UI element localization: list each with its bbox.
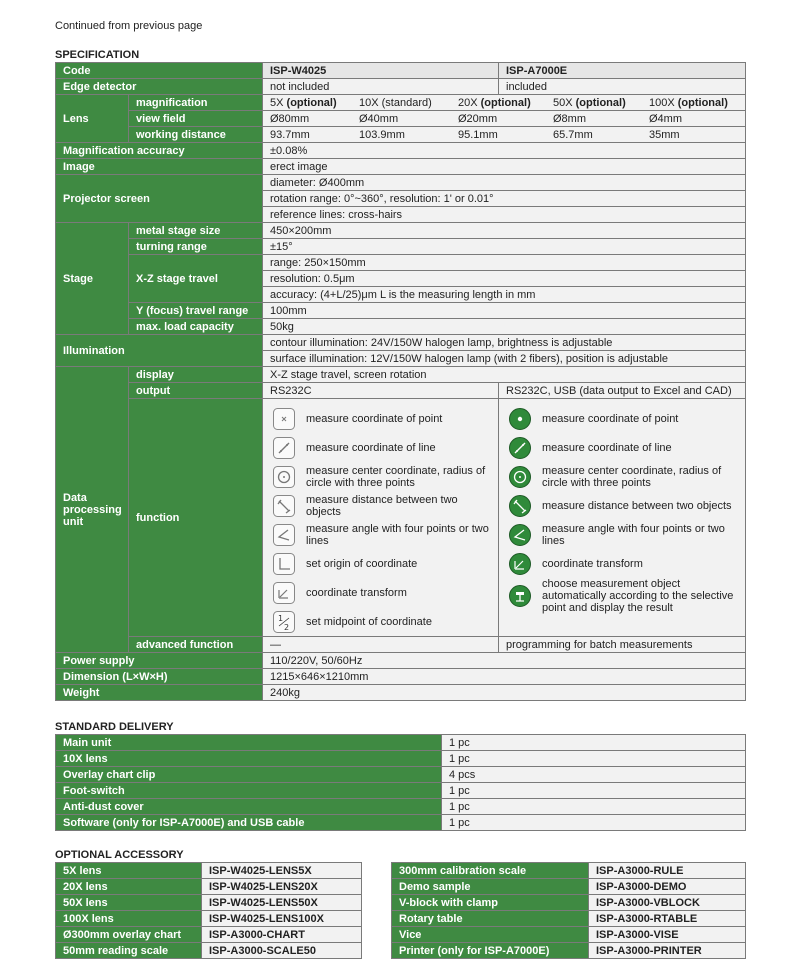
contour-illumination: contour illumination: 24V/150W halogen lamp, brightness is adjustable: [263, 335, 746, 351]
delivery-item: Foot-switch: [56, 783, 442, 799]
function-text: measure center coordinate, radius of circle with three points: [306, 464, 486, 489]
function-item: [273, 404, 492, 433]
model-b: ISP-A7000E: [499, 63, 746, 79]
magnification-note: (standard): [381, 96, 432, 109]
projector-screen-label: Projector screen: [56, 175, 263, 223]
delivery-qty: 1 pc: [442, 799, 746, 815]
delivery-row: [56, 751, 746, 767]
distance-icon: [273, 495, 295, 517]
accessory-name: Vice: [392, 927, 589, 943]
wd-row-2: 95.1mm: [458, 128, 498, 141]
accessory-name: 20X lens: [56, 879, 202, 895]
image-value: erect image: [263, 159, 746, 175]
magnification-note: (optional): [677, 96, 728, 109]
circle-icon: [273, 466, 295, 488]
image-label: Image: [56, 159, 263, 175]
line-icon: [509, 437, 531, 459]
advanced-value-a: —: [263, 637, 499, 653]
function-text: set origin of coordinate: [306, 557, 418, 570]
function-text: coordinate transform: [542, 557, 643, 570]
svg-text:1: 1: [278, 613, 284, 623]
working-distance-label: working distance: [129, 127, 263, 143]
view-row-2: Ø20mm: [458, 112, 498, 125]
function-list-b: [499, 399, 746, 637]
function-text: set midpoint of coordinate: [306, 615, 432, 628]
function-item: [509, 462, 739, 491]
accessory-row: [392, 943, 746, 959]
wd-row-4: 35mm: [649, 128, 680, 141]
point-icon: [509, 408, 531, 430]
stage-label: Stage: [56, 223, 129, 335]
point-icon: [273, 408, 295, 430]
accessory-name: 50mm reading scale: [56, 943, 202, 959]
wd-row-0: 93.7mm: [270, 128, 310, 141]
accessory-name: Printer (only for ISP-A7000E): [392, 943, 589, 959]
projector-rotation: rotation range: 0°~360°, resolution: 1' or 0.01°: [263, 191, 746, 207]
function-item: [273, 520, 492, 549]
turning-range-label: turning range: [129, 239, 263, 255]
load-capacity-label: max. load capacity: [129, 319, 263, 335]
advanced-function-label: advanced function: [129, 637, 263, 653]
magnification-value: 100X: [649, 96, 675, 109]
function-text: choose measurement object automatically according to the selective point and display the result: [542, 578, 734, 614]
mag-row-0: [270, 96, 359, 110]
function-text: measure coordinate of point: [306, 412, 443, 425]
mag-accuracy-label: Magnification accuracy: [56, 143, 263, 159]
specification-table: [55, 62, 746, 701]
midpoint-icon: [273, 611, 295, 633]
view-row-3: Ø8mm: [553, 112, 586, 125]
model-a: ISP-W4025: [263, 63, 499, 79]
y-travel-value: 100mm: [263, 303, 746, 319]
data-processing-label: Data processing unit: [56, 367, 129, 653]
function-text: measure coordinate of line: [542, 441, 672, 454]
display-label: display: [129, 367, 263, 383]
delivery-row: [56, 799, 746, 815]
optional-accessory-heading: OPTIONAL ACCESSORY: [55, 849, 184, 861]
delivery-qty: 1 pc: [442, 751, 746, 767]
magnification-note: (optional): [480, 96, 531, 109]
accessory-code: ISP-A3000-RULE: [589, 863, 746, 879]
accessory-row: [56, 879, 362, 895]
accessory-row: [392, 927, 746, 943]
function-item: [509, 520, 739, 549]
accessory-row: [56, 911, 362, 927]
accessory-code: ISP-W4025-LENS100X: [202, 911, 362, 927]
svg-text:2: 2: [284, 622, 290, 632]
delivery-row: [56, 767, 746, 783]
accessory-row: [392, 879, 746, 895]
mag-row-3: [553, 96, 649, 110]
function-item: [273, 462, 492, 491]
accessory-table-right: [391, 862, 746, 959]
code-label: Code: [56, 63, 263, 79]
accessory-row: [56, 927, 362, 943]
projector-diameter: diameter: Ø400mm: [263, 175, 746, 191]
function-text: measure coordinate of point: [542, 412, 679, 425]
standard-delivery-heading: STANDARD DELIVERY: [55, 721, 174, 733]
line-icon: [273, 437, 295, 459]
magnification-note: (optional): [286, 96, 337, 109]
magnification-value: 5X: [270, 96, 284, 109]
auto-select-icon: [509, 585, 531, 607]
magnification-value: 10X: [359, 96, 379, 109]
delivery-item: Overlay chart clip: [56, 767, 442, 783]
view-field-label: view field: [129, 111, 263, 127]
function-item: [273, 433, 492, 462]
xz-resolution: resolution: 0.5μm: [263, 271, 746, 287]
xz-accuracy: accuracy: (4+L/25)μm L is the measuring length in mm: [263, 287, 746, 303]
xz-range: range: 250×150mm: [263, 255, 746, 271]
function-text: coordinate transform: [306, 586, 407, 599]
function-item: [509, 578, 739, 614]
delivery-item: Software (only for ISP-A7000E) and USB cable: [56, 815, 442, 831]
function-text: measure angle with four points or two lines: [542, 522, 725, 547]
illumination-label: Illumination: [56, 335, 263, 367]
mag-row-1: [359, 96, 458, 110]
accessory-code: ISP-W4025-LENS50X: [202, 895, 362, 911]
circle-icon: [509, 466, 531, 488]
magnification-label: magnification: [129, 95, 263, 111]
magnification-value: 20X: [458, 96, 478, 109]
mag-row-4: [649, 96, 739, 110]
standard-delivery-table: [55, 734, 746, 831]
accessory-row: [56, 863, 362, 879]
accessory-code: ISP-A3000-CHART: [202, 927, 362, 943]
function-item: [509, 549, 739, 578]
output-value-b: RS232C, USB (data output to Excel and CAD): [499, 383, 746, 399]
y-travel-label: Y (focus) travel range: [129, 303, 263, 319]
power-supply-value: 110/220V, 50/60Hz: [263, 653, 746, 669]
function-label: function: [129, 399, 263, 637]
weight-label: Weight: [56, 685, 263, 701]
delivery-qty: 1 pc: [442, 815, 746, 831]
accessory-code: ISP-A3000-VISE: [589, 927, 746, 943]
delivery-item: Main unit: [56, 735, 442, 751]
working-distance-values: [263, 127, 746, 143]
accessory-code: ISP-A3000-SCALE50: [202, 943, 362, 959]
dimension-value: 1215×646×1210mm: [263, 669, 746, 685]
xz-travel-label: X-Z stage travel: [129, 255, 263, 303]
function-item: [273, 491, 492, 520]
function-item: [509, 404, 739, 433]
distance-icon: [509, 495, 531, 517]
function-item: [273, 549, 492, 578]
projector-reference: reference lines: cross-hairs: [263, 207, 746, 223]
function-text: measure distance between two objects: [306, 493, 458, 518]
weight-value: 240kg: [263, 685, 746, 701]
transform-icon: [509, 553, 531, 575]
function-text: measure coordinate of line: [306, 441, 436, 454]
view-row-0: Ø80mm: [270, 112, 310, 125]
accessory-code: ISP-A3000-VBLOCK: [589, 895, 746, 911]
delivery-item: Anti-dust cover: [56, 799, 442, 815]
display-value: X-Z stage travel, screen rotation: [263, 367, 746, 383]
dimension-label: Dimension (L×W×H): [56, 669, 263, 685]
accessory-row: [56, 943, 362, 959]
lens-label: Lens: [56, 95, 129, 143]
view-row-4: Ø4mm: [649, 112, 682, 125]
function-item: [273, 607, 492, 636]
accessory-table-left: [55, 862, 362, 959]
function-text: measure distance between two objects: [542, 499, 732, 512]
wd-row-1: 103.9mm: [359, 128, 405, 141]
function-text: measure center coordinate, radius of circle with three points: [542, 464, 722, 489]
delivery-qty: 1 pc: [442, 735, 746, 751]
function-item: [273, 578, 492, 607]
accessory-name: 100X lens: [56, 911, 202, 927]
accessory-name: Rotary table: [392, 911, 589, 927]
accessory-code: ISP-A3000-PRINTER: [589, 943, 746, 959]
mag-accuracy-value: ±0.08%: [263, 143, 746, 159]
continued-note: Continued from previous page: [55, 20, 203, 32]
edge-value-a: not included: [263, 79, 499, 95]
advanced-value-b: programming for batch measurements: [499, 637, 746, 653]
specification-heading: SPECIFICATION: [55, 49, 140, 61]
angle-icon: [509, 524, 531, 546]
delivery-row: [56, 735, 746, 751]
surface-illumination: surface illumination: 12V/150W halogen lamp (with 2 fibers), position is adjustable: [263, 351, 746, 367]
function-text: measure angle with four points or two lines: [306, 522, 489, 547]
turning-range-value: ±15°: [263, 239, 746, 255]
metal-stage-value: 450×200mm: [263, 223, 746, 239]
delivery-row: [56, 815, 746, 831]
edge-detector-label: Edge detector: [56, 79, 263, 95]
accessory-row: [392, 911, 746, 927]
function-list-a: [263, 399, 499, 637]
accessory-code: ISP-A3000-DEMO: [589, 879, 746, 895]
mag-row-2: [458, 96, 553, 110]
origin-icon: [273, 553, 295, 575]
accessory-name: 5X lens: [56, 863, 202, 879]
power-supply-label: Power supply: [56, 653, 263, 669]
accessory-name: 50X lens: [56, 895, 202, 911]
accessory-code: ISP-A3000-RTABLE: [589, 911, 746, 927]
accessory-name: V-block with clamp: [392, 895, 589, 911]
delivery-item: 10X lens: [56, 751, 442, 767]
view-field-values: [263, 111, 746, 127]
view-row-1: Ø40mm: [359, 112, 399, 125]
transform-icon: [273, 582, 295, 604]
load-capacity-value: 50kg: [263, 319, 746, 335]
output-label: output: [129, 383, 263, 399]
delivery-qty: 4 pcs: [442, 767, 746, 783]
function-item: [509, 433, 739, 462]
edge-value-b: included: [499, 79, 746, 95]
accessory-code: ISP-W4025-LENS5X: [202, 863, 362, 879]
wd-row-3: 65.7mm: [553, 128, 593, 141]
delivery-qty: 1 pc: [442, 783, 746, 799]
angle-icon: [273, 524, 295, 546]
metal-stage-label: metal stage size: [129, 223, 263, 239]
accessory-name: Demo sample: [392, 879, 589, 895]
accessory-name: Ø300mm overlay chart: [56, 927, 202, 943]
accessory-row: [392, 895, 746, 911]
accessory-row: [56, 895, 362, 911]
accessory-row: [392, 863, 746, 879]
magnification-note: (optional): [575, 96, 626, 109]
accessory-name: 300mm calibration scale: [392, 863, 589, 879]
output-value-a: RS232C: [263, 383, 499, 399]
magnification-value: 50X: [553, 96, 573, 109]
function-item: [509, 491, 739, 520]
delivery-row: [56, 783, 746, 799]
magnification-values: [263, 95, 746, 111]
accessory-code: ISP-W4025-LENS20X: [202, 879, 362, 895]
